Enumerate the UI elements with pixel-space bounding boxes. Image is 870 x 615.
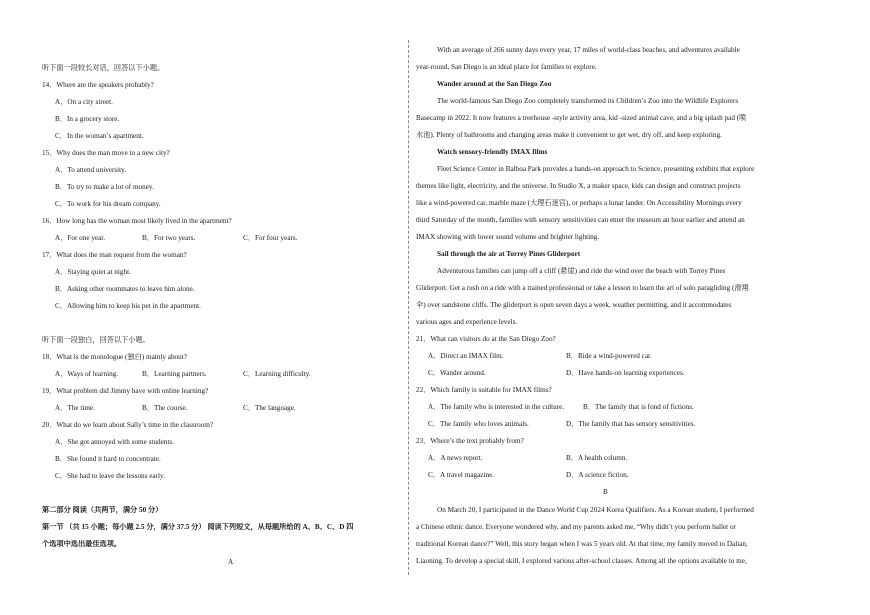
question-stem: 18．What is the monologue (独白) mainly about? bbox=[42, 353, 187, 361]
part-instructions: 个选项中选出最佳选项。 bbox=[42, 540, 122, 548]
question-stem: 15．Why does the man move to a new city? bbox=[42, 149, 170, 157]
section-heading: Wander around at the San Diego Zoo bbox=[437, 80, 552, 88]
paragraph-line: 伞) over sandstone cliffs. The gliderport is open seven days a week, weather permitting, and it accommodates bbox=[416, 301, 732, 309]
option-c: C．To work for his dream company. bbox=[55, 200, 161, 208]
question-stem: 20．What do we learn about Sally’s time in the classroom? bbox=[42, 421, 214, 429]
option-c: C．Allowing him to keep his pet in the apartment. bbox=[55, 302, 201, 310]
passage-letter: B bbox=[603, 488, 608, 496]
section-heading: Sail through the air at Torrey Pines Gliderport bbox=[437, 250, 581, 258]
option-c: C．The language. bbox=[243, 404, 296, 412]
paragraph-line: various ages and experience levels. bbox=[416, 318, 518, 326]
paragraph-line: IMAX showing with lower sound volume and brighter lighting. bbox=[416, 233, 600, 241]
option-d: D．The family that has sensory sensitivities. bbox=[566, 420, 696, 428]
paragraph-line: 水池). Plenty of bathrooms and changing areas make it convenient to get wet, dry off, and keep exploring. bbox=[416, 131, 722, 139]
option-d: D．Have hands-on learning experiences. bbox=[566, 369, 685, 377]
option-a: A．The time. bbox=[55, 404, 95, 412]
paragraph-line: themes like light, electricity, and the universe. In Studio X, a maker space, kids can design and construct projects bbox=[416, 182, 741, 190]
question-stem: 23．Where’s the text probably from? bbox=[416, 437, 524, 445]
question-stem: 21．What can visitors do at the San Diego Zoo? bbox=[416, 335, 556, 343]
option-c: C．The family who loves animals. bbox=[428, 420, 529, 428]
option-a: A．On a city street. bbox=[55, 98, 113, 106]
option-d: D．A science fiction. bbox=[566, 471, 629, 479]
question-stem: 16．How long has the woman most likely lived in the apartment? bbox=[42, 217, 232, 225]
paragraph-line: traditional Korean dance?” Well, this story began when I was 5 years old. At that time, my family moved to Dalian, bbox=[416, 540, 748, 548]
paragraph-line: Gliderport. Get a rush on a ride with a trained professional or take a lesson to learn the art of solo paragliding (滑翔 bbox=[416, 284, 749, 292]
option-b: B．Asking other roommates to leave him alone. bbox=[55, 285, 195, 293]
section-intro: 听下面一段较长对话，回答以下小题。 bbox=[42, 64, 165, 72]
paragraph-line: With an average of 266 sunny days every year, 17 miles of world-class beaches, and adventures available bbox=[437, 46, 740, 54]
option-b: B．Ride a wind-powered car. bbox=[566, 352, 652, 360]
left-column bbox=[0, 0, 408, 615]
question-stem: 22．Which family is suitable for IMAX films? bbox=[416, 386, 552, 394]
option-a: A．The family who is interested in the culture. bbox=[428, 403, 565, 411]
option-b: B．The family that is fond of fictions. bbox=[583, 403, 694, 411]
option-c: C．Wander around. bbox=[428, 369, 486, 377]
monologue-intro: 听下面一段独白，回答以下小题。 bbox=[42, 336, 150, 344]
option-c: C．In the woman’s apartment. bbox=[55, 132, 144, 140]
section-heading: Watch sensory-friendly IMAX films bbox=[437, 148, 548, 156]
paragraph-line: Basecamp in 2022. It now features a treehouse -style activity area, kid -sized animal cave, and a big splash pad (喷 bbox=[416, 114, 747, 122]
paragraph-line: The world-famous San Diego Zoo completely transformed its Children’s Zoo into the Wildlife Explorers bbox=[437, 97, 739, 105]
paragraph-line: like a wind-powered car, marble maze (大理石迷宫), or perhaps a lunar lander. On Accessibility Mornings every bbox=[416, 199, 742, 207]
paragraph-line: third Saturday of the month, families with sensory sensitivities can enter the museum an hour earlier and attend an bbox=[416, 216, 745, 224]
right-column bbox=[408, 0, 870, 615]
paragraph-line: Fleet Science Center in Balboa Park provides a hands-on approach to Science, presenting exhibits that explore bbox=[437, 165, 755, 173]
option-c: C．She had to leave the lessons early. bbox=[55, 472, 165, 480]
paragraph-line: a Chinese ethnic dance. Everyone wondered why, and my parents asked me, “Why didn’t you perform ballet or bbox=[416, 523, 736, 531]
option-b: B．Learning partners. bbox=[142, 370, 207, 378]
option-b: B．For two years. bbox=[142, 234, 196, 242]
option-b: B．In a grocery store. bbox=[55, 115, 120, 123]
option-a: A．Staying quiet at night. bbox=[55, 268, 131, 276]
option-a: A．Ways of learning. bbox=[55, 370, 119, 378]
option-c: C．Learning difficulty. bbox=[243, 370, 311, 378]
option-c: C．A travel magazine. bbox=[428, 471, 495, 479]
option-c: C．For four years. bbox=[243, 234, 298, 242]
passage-letter: A bbox=[228, 558, 234, 566]
option-b: B．She found it hard to concentrate. bbox=[55, 455, 161, 463]
paragraph-line: Adventurous families can jump off a cliff (悬崖) and ride the wind over the beach with Torrey Pines bbox=[437, 267, 726, 275]
paragraph-line: On March 20, I participated in the Dance World Cup 2024 Korea Qualifiers. As a Korean student, I performed bbox=[437, 506, 754, 514]
option-a: A．For one year. bbox=[55, 234, 106, 242]
paragraph-line: Liaoning. To develop a special skill, I explored various after-school classes. Among all the options available to me, bbox=[416, 557, 747, 565]
option-a: A．She got annoyed with some students. bbox=[55, 438, 174, 446]
question-stem: 19．What problem did Jimmy have with online learning? bbox=[42, 387, 209, 395]
question-stem: 17．What does the man request from the woman? bbox=[42, 251, 187, 259]
option-b: B．A health column. bbox=[566, 454, 628, 462]
option-a: A．A news report. bbox=[428, 454, 483, 462]
option-b: B．To try to make a lot of money. bbox=[55, 183, 154, 191]
option-a: A．To attend university. bbox=[55, 166, 127, 174]
part-title: 第二部分 阅读（共两节，满分 50 分） bbox=[42, 506, 163, 514]
paragraph-line: year-round, San Diego is an ideal place for families to explore. bbox=[416, 63, 597, 71]
option-a: A．Direct an IMAX film. bbox=[428, 352, 504, 360]
question-stem: 14．Where are the speakers probably? bbox=[42, 81, 154, 89]
part-instructions: 第一节 （共 15 小题；每小题 2.5 分，满分 37.5 分） 阅读下列短文，从每题所给的 A、B、C、D 四 bbox=[42, 523, 354, 531]
option-b: B．The course. bbox=[142, 404, 188, 412]
